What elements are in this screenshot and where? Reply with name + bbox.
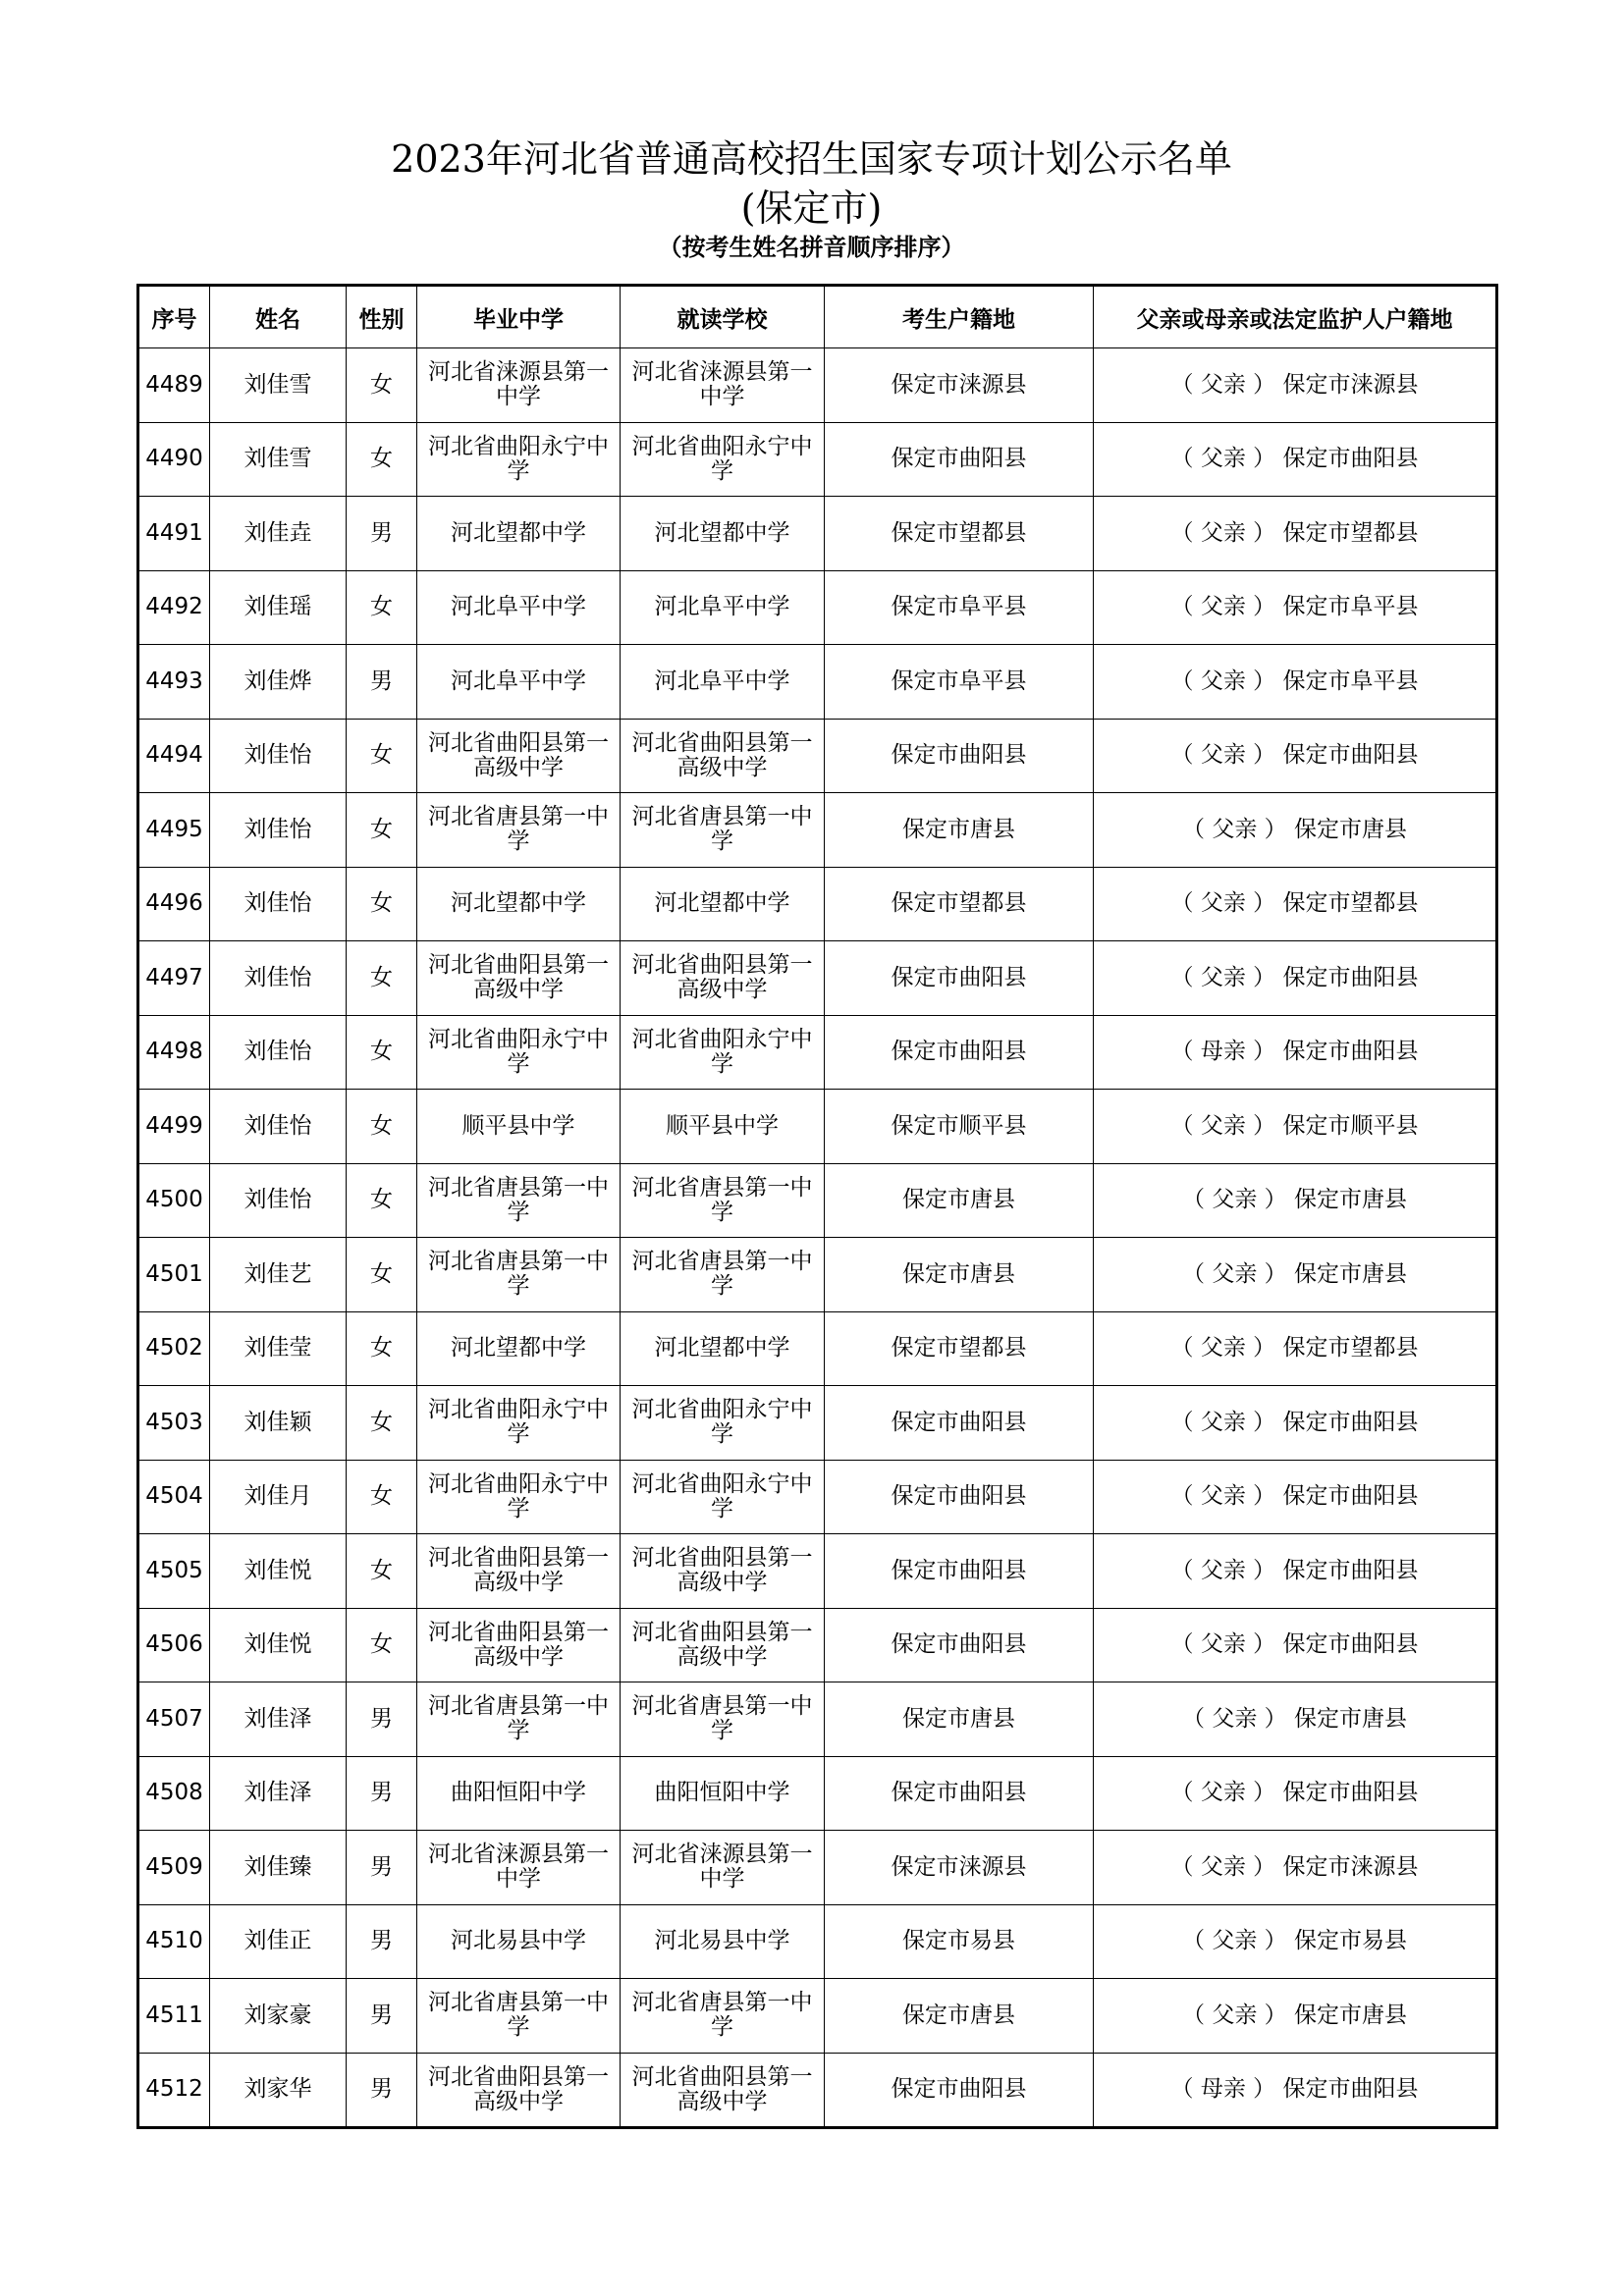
cell-gender: 男	[347, 1756, 417, 1831]
table-row	[138, 2053, 1497, 2128]
cell-hukou: 保定市阜平县	[825, 645, 1094, 720]
cell-grad-school: 河北省曲阳县第一高级中学	[417, 719, 621, 793]
cell-seq: 4494	[138, 719, 210, 793]
cell-name: 刘佳雪	[210, 422, 347, 497]
cell-study-school: 曲阳恒阳中学	[621, 1756, 825, 1831]
table-row	[138, 1163, 1497, 1238]
cell-seq: 4501	[138, 1238, 210, 1312]
table-row	[138, 867, 1497, 941]
cell-gender: 女	[347, 1238, 417, 1312]
cell-gender: 女	[347, 941, 417, 1016]
cell-name: 刘佳烨	[210, 645, 347, 720]
cell-parent-hukou: （ 父亲 ） 保定市曲阳县	[1094, 941, 1497, 1016]
cell-gender: 男	[347, 645, 417, 720]
cell-hukou: 保定市唐县	[825, 1682, 1094, 1757]
header-hukou: 考生户籍地	[825, 286, 1094, 348]
table-row	[138, 719, 1497, 793]
cell-name: 刘佳怡	[210, 1015, 347, 1090]
header-name: 姓名	[210, 286, 347, 348]
cell-hukou: 保定市望都县	[825, 1311, 1094, 1386]
cell-gender: 男	[347, 1979, 417, 2054]
cell-name: 刘佳正	[210, 1904, 347, 1979]
cell-gender: 女	[347, 1534, 417, 1609]
cell-seq: 4491	[138, 497, 210, 571]
cell-hukou: 保定市曲阳县	[825, 1386, 1094, 1461]
cell-name: 刘佳怡	[210, 867, 347, 941]
cell-grad-school: 河北阜平中学	[417, 570, 621, 645]
cell-hukou: 保定市阜平县	[825, 570, 1094, 645]
cell-name: 刘佳怡	[210, 1163, 347, 1238]
cell-grad-school: 河北阜平中学	[417, 645, 621, 720]
cell-seq: 4489	[138, 348, 210, 423]
cell-parent-hukou: （ 父亲 ） 保定市涞源县	[1094, 348, 1497, 423]
cell-parent-hukou: （ 父亲 ） 保定市唐县	[1094, 793, 1497, 868]
cell-parent-hukou: （ 父亲 ） 保定市曲阳县	[1094, 1386, 1497, 1461]
cell-study-school: 河北省唐县第一中学	[621, 793, 825, 868]
header-grad-school: 毕业中学	[417, 286, 621, 348]
cell-hukou: 保定市涞源县	[825, 348, 1094, 423]
cell-grad-school: 河北望都中学	[417, 497, 621, 571]
table-row	[138, 941, 1497, 1016]
table-row	[138, 1311, 1497, 1386]
cell-gender: 女	[347, 570, 417, 645]
cell-parent-hukou: （ 父亲 ） 保定市曲阳县	[1094, 1608, 1497, 1682]
cell-name: 刘佳怡	[210, 941, 347, 1016]
cell-hukou: 保定市唐县	[825, 1163, 1094, 1238]
cell-study-school: 河北省涞源县第一中学	[621, 1831, 825, 1905]
cell-study-school: 河北易县中学	[621, 1904, 825, 1979]
table-row	[138, 1238, 1497, 1312]
cell-gender: 女	[347, 1163, 417, 1238]
cell-hukou: 保定市曲阳县	[825, 1608, 1094, 1682]
cell-seq: 4492	[138, 570, 210, 645]
cell-hukou: 保定市曲阳县	[825, 422, 1094, 497]
cell-gender: 男	[347, 1682, 417, 1757]
table-row	[138, 570, 1497, 645]
cell-name: 刘佳泽	[210, 1682, 347, 1757]
cell-parent-hukou: （ 母亲 ） 保定市曲阳县	[1094, 2053, 1497, 2128]
cell-hukou: 保定市曲阳县	[825, 1460, 1094, 1534]
cell-parent-hukou: （ 父亲 ） 保定市唐县	[1094, 1682, 1497, 1757]
cell-hukou: 保定市曲阳县	[825, 719, 1094, 793]
cell-gender: 男	[347, 2053, 417, 2128]
header-seq: 序号	[138, 286, 210, 348]
cell-hukou: 保定市曲阳县	[825, 1015, 1094, 1090]
cell-gender: 男	[347, 497, 417, 571]
table-row	[138, 1756, 1497, 1831]
table-row	[138, 1386, 1497, 1461]
cell-gender: 女	[347, 1386, 417, 1461]
cell-hukou: 保定市曲阳县	[825, 941, 1094, 1016]
cell-gender: 男	[347, 1904, 417, 1979]
cell-grad-school: 河北省曲阳永宁中学	[417, 1015, 621, 1090]
cell-name: 刘佳悦	[210, 1534, 347, 1609]
table-row	[138, 1608, 1497, 1682]
cell-seq: 4503	[138, 1386, 210, 1461]
cell-study-school: 河北望都中学	[621, 867, 825, 941]
table-row	[138, 1831, 1497, 1905]
cell-parent-hukou: （ 父亲 ） 保定市望都县	[1094, 497, 1497, 571]
table-row	[138, 497, 1497, 571]
cell-parent-hukou: （ 父亲 ） 保定市阜平县	[1094, 645, 1497, 720]
cell-hukou: 保定市顺平县	[825, 1090, 1094, 1164]
cell-study-school: 河北省唐县第一中学	[621, 1682, 825, 1757]
cell-hukou: 保定市涞源县	[825, 1831, 1094, 1905]
cell-hukou: 保定市唐县	[825, 1979, 1094, 2054]
header-parent-hukou: 父亲或母亲或法定监护人户籍地	[1094, 286, 1497, 348]
cell-name: 刘佳颖	[210, 1386, 347, 1461]
cell-parent-hukou: （ 父亲 ） 保定市阜平县	[1094, 570, 1497, 645]
cell-study-school: 河北省曲阳县第一高级中学	[621, 719, 825, 793]
cell-grad-school: 河北省曲阳永宁中学	[417, 422, 621, 497]
cell-study-school: 河北省曲阳县第一高级中学	[621, 1534, 825, 1609]
cell-study-school: 河北望都中学	[621, 497, 825, 571]
cell-parent-hukou: （ 父亲 ） 保定市曲阳县	[1094, 719, 1497, 793]
table-row	[138, 1904, 1497, 1979]
cell-seq: 4493	[138, 645, 210, 720]
cell-seq: 4508	[138, 1756, 210, 1831]
cell-grad-school: 河北省涞源县第一中学	[417, 1831, 621, 1905]
cell-seq: 4502	[138, 1311, 210, 1386]
cell-parent-hukou: （ 父亲 ） 保定市唐县	[1094, 1163, 1497, 1238]
cell-seq: 4505	[138, 1534, 210, 1609]
table-row	[138, 793, 1497, 868]
cell-study-school: 河北省曲阳县第一高级中学	[621, 1608, 825, 1682]
cell-parent-hukou: （ 父亲 ） 保定市唐县	[1094, 1238, 1497, 1312]
cell-grad-school: 河北易县中学	[417, 1904, 621, 1979]
cell-name: 刘家豪	[210, 1979, 347, 2054]
cell-gender: 女	[347, 1311, 417, 1386]
cell-gender: 女	[347, 1015, 417, 1090]
cell-grad-school: 河北省曲阳县第一高级中学	[417, 2053, 621, 2128]
cell-seq: 4512	[138, 2053, 210, 2128]
cell-hukou: 保定市唐县	[825, 793, 1094, 868]
cell-name: 刘佳垚	[210, 497, 347, 571]
table-row	[138, 1460, 1497, 1534]
cell-grad-school: 河北省唐县第一中学	[417, 1979, 621, 2054]
cell-name: 刘佳臻	[210, 1831, 347, 1905]
cell-name: 刘佳莹	[210, 1311, 347, 1386]
table-row	[138, 348, 1497, 423]
cell-parent-hukou: （ 父亲 ） 保定市易县	[1094, 1904, 1497, 1979]
table-row	[138, 1015, 1497, 1090]
roster-table	[136, 284, 1498, 2129]
cell-grad-school: 河北省曲阳县第一高级中学	[417, 1608, 621, 1682]
cell-study-school: 河北省曲阳永宁中学	[621, 1015, 825, 1090]
cell-seq: 4506	[138, 1608, 210, 1682]
cell-grad-school: 河北省唐县第一中学	[417, 1238, 621, 1312]
table-row	[138, 1682, 1497, 1757]
cell-grad-school: 河北省唐县第一中学	[417, 1682, 621, 1757]
table-row	[138, 422, 1497, 497]
cell-study-school: 河北省曲阳县第一高级中学	[621, 2053, 825, 2128]
cell-grad-school: 曲阳恒阳中学	[417, 1756, 621, 1831]
cell-hukou: 保定市曲阳县	[825, 1756, 1094, 1831]
cell-grad-school: 河北省涞源县第一中学	[417, 348, 621, 423]
cell-grad-school: 河北省曲阳永宁中学	[417, 1386, 621, 1461]
cell-gender: 女	[347, 422, 417, 497]
cell-study-school: 河北省曲阳永宁中学	[621, 1460, 825, 1534]
cell-name: 刘佳瑶	[210, 570, 347, 645]
cell-parent-hukou: （ 父亲 ） 保定市唐县	[1094, 1979, 1497, 2054]
document-title: 2023年河北省普通高校招生国家专项计划公示名单	[391, 137, 1232, 181]
cell-name: 刘佳悦	[210, 1608, 347, 1682]
cell-seq: 4510	[138, 1904, 210, 1979]
cell-study-school: 河北阜平中学	[621, 570, 825, 645]
cell-seq: 4500	[138, 1163, 210, 1238]
cell-study-school: 河北省唐县第一中学	[621, 1238, 825, 1312]
cell-hukou: 保定市望都县	[825, 867, 1094, 941]
header-study-school: 就读学校	[621, 286, 825, 348]
cell-study-school: 河北省曲阳永宁中学	[621, 1386, 825, 1461]
cell-study-school: 河北望都中学	[621, 1311, 825, 1386]
table-header-row	[138, 286, 1497, 348]
cell-name: 刘佳雪	[210, 348, 347, 423]
cell-seq: 4507	[138, 1682, 210, 1757]
cell-gender: 女	[347, 348, 417, 423]
cell-grad-school: 顺平县中学	[417, 1090, 621, 1164]
cell-study-school: 河北省唐县第一中学	[621, 1163, 825, 1238]
cell-parent-hukou: （ 父亲 ） 保定市曲阳县	[1094, 1460, 1497, 1534]
cell-study-school: 河北阜平中学	[621, 645, 825, 720]
cell-seq: 4504	[138, 1460, 210, 1534]
cell-seq: 4490	[138, 422, 210, 497]
cell-study-school: 河北省涞源县第一中学	[621, 348, 825, 423]
cell-hukou: 保定市曲阳县	[825, 2053, 1094, 2128]
table-row	[138, 1979, 1497, 2054]
cell-gender: 女	[347, 1460, 417, 1534]
cell-parent-hukou: （ 父亲 ） 保定市望都县	[1094, 1311, 1497, 1386]
cell-seq: 4509	[138, 1831, 210, 1905]
cell-name: 刘家华	[210, 2053, 347, 2128]
cell-parent-hukou: （ 父亲 ） 保定市曲阳县	[1094, 1534, 1497, 1609]
cell-parent-hukou: （ 父亲 ） 保定市涞源县	[1094, 1831, 1497, 1905]
cell-grad-school: 河北省曲阳县第一高级中学	[417, 1534, 621, 1609]
cell-seq: 4498	[138, 1015, 210, 1090]
cell-name: 刘佳艺	[210, 1238, 347, 1312]
cell-hukou: 保定市唐县	[825, 1238, 1094, 1312]
cell-name: 刘佳怡	[210, 719, 347, 793]
cell-grad-school: 河北省曲阳县第一高级中学	[417, 941, 621, 1016]
cell-parent-hukou: （ 父亲 ） 保定市曲阳县	[1094, 1756, 1497, 1831]
cell-study-school: 顺平县中学	[621, 1090, 825, 1164]
cell-gender: 女	[347, 1090, 417, 1164]
cell-name: 刘佳怡	[210, 793, 347, 868]
table-row	[138, 1534, 1497, 1609]
cell-parent-hukou: （ 母亲 ） 保定市曲阳县	[1094, 1015, 1497, 1090]
cell-name: 刘佳月	[210, 1460, 347, 1534]
cell-parent-hukou: （ 父亲 ） 保定市望都县	[1094, 867, 1497, 941]
cell-parent-hukou: （ 父亲 ） 保定市曲阳县	[1094, 422, 1497, 497]
cell-hukou: 保定市曲阳县	[825, 1534, 1094, 1609]
cell-name: 刘佳怡	[210, 1090, 347, 1164]
header-gender: 性别	[347, 286, 417, 348]
cell-grad-school: 河北省唐县第一中学	[417, 793, 621, 868]
cell-grad-school: 河北望都中学	[417, 867, 621, 941]
cell-gender: 女	[347, 867, 417, 941]
cell-seq: 4499	[138, 1090, 210, 1164]
cell-hukou: 保定市望都县	[825, 497, 1094, 571]
cell-grad-school: 河北省曲阳永宁中学	[417, 1460, 621, 1534]
cell-hukou: 保定市易县	[825, 1904, 1094, 1979]
cell-seq: 4497	[138, 941, 210, 1016]
document-subtitle: (保定市)	[740, 187, 883, 230]
cell-seq: 4496	[138, 867, 210, 941]
cell-gender: 女	[347, 719, 417, 793]
cell-study-school: 河北省曲阳县第一高级中学	[621, 941, 825, 1016]
sort-note: （按考生姓名拼音顺序排序）	[658, 234, 965, 261]
cell-grad-school: 河北省唐县第一中学	[417, 1163, 621, 1238]
cell-seq: 4495	[138, 793, 210, 868]
cell-parent-hukou: （ 父亲 ） 保定市顺平县	[1094, 1090, 1497, 1164]
cell-gender: 女	[347, 1608, 417, 1682]
cell-seq: 4511	[138, 1979, 210, 2054]
cell-study-school: 河北省唐县第一中学	[621, 1979, 825, 2054]
table-row	[138, 1090, 1497, 1164]
table-body	[138, 348, 1497, 2128]
table-row	[138, 645, 1497, 720]
cell-gender: 女	[347, 793, 417, 868]
cell-study-school: 河北省曲阳永宁中学	[621, 422, 825, 497]
cell-name: 刘佳泽	[210, 1756, 347, 1831]
cell-grad-school: 河北望都中学	[417, 1311, 621, 1386]
cell-gender: 男	[347, 1831, 417, 1905]
